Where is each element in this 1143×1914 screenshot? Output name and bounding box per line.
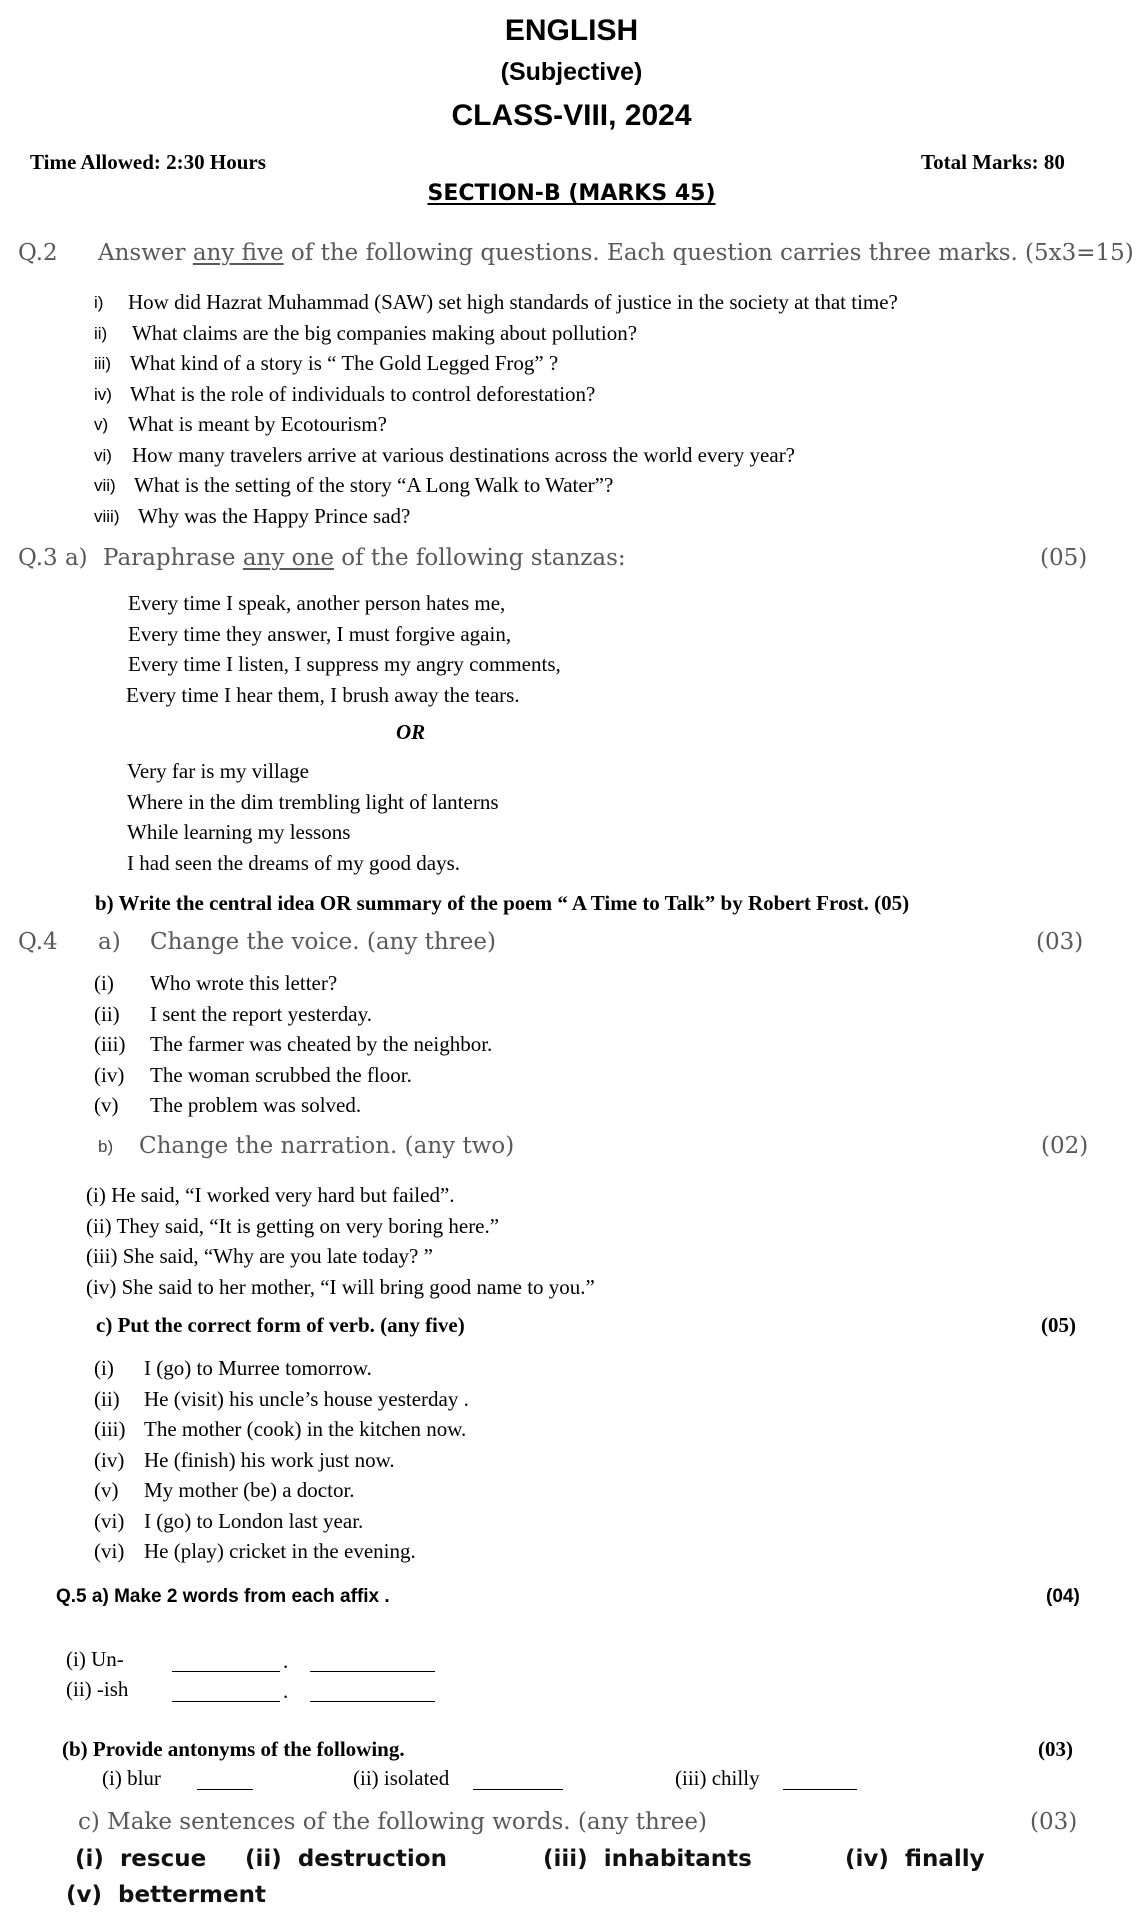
q5-a-marks: (04): [1046, 1586, 1080, 1607]
item-number: (v): [94, 1093, 119, 1117]
section-title: SECTION-B (MARKS 45): [427, 181, 716, 206]
item-text: He (visit) his uncle’s house yesterday .: [144, 1386, 469, 1411]
item-text: The problem was solved.: [150, 1093, 362, 1117]
stanza-line: Every time they answer, I must forgive again,: [128, 621, 512, 646]
q3-number: Q.3 a): [18, 545, 88, 571]
item-text: The farmer was cheated by the neighbor.: [150, 1032, 493, 1056]
affix-ish: (ii) -ish: [66, 1677, 129, 1701]
antonym-blur: (i) blur: [102, 1766, 161, 1790]
question-number: viii): [94, 506, 120, 526]
item-text: The mother (cook) in the kitchen now.: [144, 1417, 467, 1441]
question-text: Why was the Happy Prince sad?: [138, 503, 411, 528]
stanza-line: I had seen the dreams of my good days.: [127, 850, 460, 875]
stanza-2: [127, 756, 499, 878]
item-text: Who wrote this letter?: [150, 971, 338, 995]
question-text: What is the role of individuals to control deforestation?: [130, 381, 596, 406]
q3-instruction: Paraphrase any one of the following stanzas:: [103, 545, 626, 571]
item-number: (iii): [94, 1417, 126, 1441]
item-text: The woman scrubbed the floor.: [150, 1062, 412, 1087]
stanza-line: Where in the dim trembling light of lanterns: [127, 789, 499, 814]
answer-blank[interactable]: [172, 1700, 280, 1702]
time-allowed: Time Allowed: 2:30 Hours: [30, 150, 266, 174]
answer-blank[interactable]: [473, 1788, 563, 1790]
q2-instruction: Answer any five of the following questions. Each question carries three marks.: [98, 240, 1018, 266]
exam-subject: ENGLISH: [504, 14, 639, 47]
exam-class: CLASS-VIII, 2024: [451, 99, 692, 132]
q5-b-marks: (03): [1038, 1737, 1073, 1761]
item-number: (ii): [94, 1001, 120, 1026]
question-number: vii): [94, 476, 116, 495]
q4-b-marks: (02): [1041, 1133, 1089, 1159]
question-number: iii): [94, 354, 111, 373]
stanza-line: Every time I hear them, I brush away the tears.: [126, 682, 520, 707]
item-number: (iii): [94, 1032, 126, 1056]
q3-part-b: b) Write the central idea OR summary of the poem “ A Time to Talk” by Robert Frost. (05): [95, 891, 910, 915]
word-finally: (iv) finally: [845, 1846, 985, 1872]
answer-blank[interactable]: [197, 1788, 253, 1790]
list-item: (ii) They said, “It is getting on very boring here.”: [86, 1213, 500, 1238]
word-rescue: (i) rescue: [75, 1846, 207, 1872]
item-number: (v): [94, 1478, 119, 1502]
stanza-line: Very far is my village: [127, 759, 309, 783]
q4-number: Q.4: [18, 929, 58, 955]
list-item: (iv) She said to her mother, “I will bring good name to you.”: [86, 1274, 595, 1299]
item-number: (i): [94, 971, 114, 995]
item-number: (vi): [94, 1508, 125, 1533]
item-number: (iv): [94, 1447, 125, 1472]
word-betterment: (v) betterment: [66, 1882, 266, 1908]
item-text: I (go) to London last year.: [144, 1508, 364, 1533]
q4-b-label: b): [98, 1137, 114, 1156]
exam-type: (Subjective): [500, 58, 643, 86]
q5-c-marks: (03): [1030, 1809, 1078, 1835]
stanza-line: Every time I speak, another person hates me,: [128, 591, 506, 615]
q4-a-instruction: Change the voice. (any three): [150, 929, 496, 955]
q5-a-instruction: Q.5 a) Make 2 words from each affix .: [56, 1586, 390, 1607]
question-number: iv): [94, 384, 112, 404]
item-text: He (finish) his work just now.: [144, 1447, 395, 1472]
question-number: v): [94, 415, 109, 434]
q4-b-items: [86, 1180, 595, 1302]
q3-marks: (05): [1040, 545, 1088, 571]
antonym-isolated: (ii) isolated: [353, 1766, 450, 1790]
list-item: (iii) She said, “Why are you late today? ”: [86, 1244, 433, 1268]
item-text: I sent the report yesterday.: [150, 1001, 372, 1026]
list-item: (i) He said, “I worked very hard but failed”.: [86, 1183, 455, 1207]
item-number: (vi): [94, 1539, 125, 1563]
question-text: How did Hazrat Muhammad (SAW) set high standards of justice in the society at that time?: [128, 290, 898, 314]
affix-un: (i) Un-: [66, 1647, 124, 1671]
q4-a-label: a): [98, 929, 121, 955]
q4-c-marks: (05): [1041, 1313, 1076, 1337]
answer-blank[interactable]: [310, 1700, 435, 1702]
q5-c-instruction: c) Make sentences of the following words. (any three): [78, 1809, 707, 1835]
question-number: i): [94, 293, 104, 312]
question-text: What is the setting of the story “A Long Walk to Water”?: [134, 473, 614, 497]
q2-number: Q.2: [18, 240, 58, 266]
answer-blank[interactable]: [783, 1788, 857, 1790]
answer-blank[interactable]: [172, 1670, 280, 1672]
answer-blank[interactable]: [310, 1670, 435, 1672]
q5-b-instruction: (b) Provide antonyms of the following.: [62, 1737, 405, 1761]
stanza-line: Every time I listen, I suppress my angry comments,: [128, 652, 561, 676]
question-text: What is meant by Ecotourism?: [128, 412, 387, 436]
item-number: (iv): [94, 1062, 125, 1087]
question-number: ii): [94, 323, 108, 343]
item-number: (i): [94, 1356, 114, 1380]
word-inhabitants: (iii) inhabitants: [543, 1846, 752, 1872]
question-text: What kind of a story is “ The Gold Legged Frog” ?: [130, 351, 559, 375]
word-destruction: (ii) destruction: [245, 1846, 447, 1872]
item-text: He (play) cricket in the evening.: [144, 1539, 416, 1563]
or-separator: OR: [396, 720, 426, 744]
antonym-chilly: (iii) chilly: [675, 1766, 760, 1790]
item-text: I (go) to Murree tomorrow.: [144, 1356, 372, 1380]
q4-a-marks: (03): [1036, 929, 1084, 955]
question-text: What claims are the big companies making about pollution?: [132, 320, 638, 345]
stanza-line: While learning my lessons: [127, 820, 351, 844]
question-text: How many travelers arrive at various destinations across the world every year?: [132, 442, 796, 467]
q4-c-instruction: c) Put the correct form of verb. (any five): [96, 1313, 465, 1337]
total-marks: Total Marks: 80: [921, 150, 1065, 174]
q2-marks: (5x3=15): [1025, 240, 1134, 266]
item-text: My mother (be) a doctor.: [144, 1478, 355, 1502]
item-number: (ii): [94, 1386, 120, 1411]
q4-b-instruction: Change the narration. (any two): [139, 1133, 515, 1159]
question-number: vi): [94, 445, 112, 465]
stanza-1: [128, 588, 561, 710]
